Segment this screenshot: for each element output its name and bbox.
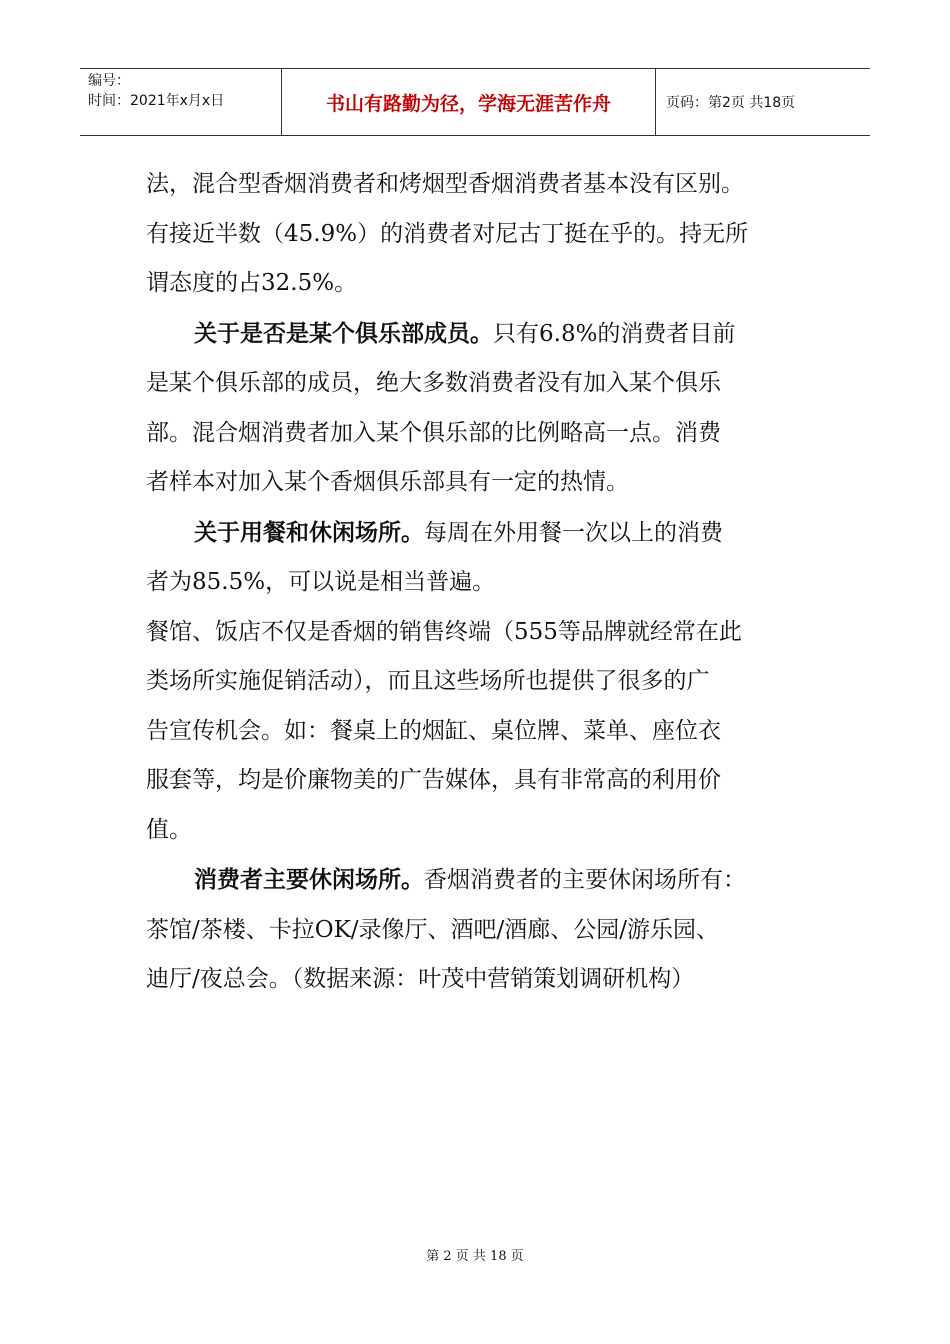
- header-page-label: 页码：第2页 共18页: [666, 95, 796, 111]
- time-label: 时间：2021年x月x日: [88, 93, 225, 109]
- header-meta: [80, 69, 282, 135]
- paragraph-line: 谓态度的占32.5%。: [146, 270, 358, 296]
- header-motto: 书山有路勤为径，学海无涯苦作舟: [282, 69, 656, 135]
- section-heading: 关于用餐和休闲场所。: [194, 518, 424, 546]
- paragraph-line: 告宣传机会。如：餐桌上的烟缸、桌位牌、菜单、座位衣: [146, 717, 721, 744]
- paragraph-line: [146, 508, 811, 559]
- page-footer: 第 2 页 共 18 页: [426, 1249, 524, 1264]
- paragraph-line: 迪厅/夜总会。（数据来源：叶茂中营销策划调研机构）: [146, 966, 695, 992]
- paragraph-line: 餐馆、饭店不仅是香烟的销售终端（555等品牌就经常在此: [146, 618, 742, 645]
- paragraph-text: 只有6.8%的消费者目前: [493, 320, 736, 347]
- paragraph-line: 有接近半数（45.9%）的消费者对尼古丁挺在乎的。持无所: [146, 220, 749, 247]
- paragraph-line: [146, 855, 811, 906]
- section-heading: 关于是否是某个俱乐部成员。: [194, 319, 493, 347]
- section-heading: 消费者主要休闲场所。: [194, 866, 424, 893]
- paragraph-line: 类场所实施促销活动），而且这些场所也提供了很多的广: [146, 668, 710, 694]
- page-header: [80, 68, 870, 136]
- paragraph-line: 法，混合型香烟消费者和烤烟型香烟消费者基本没有区别。: [146, 171, 744, 197]
- paragraph-text: 每周在外用餐一次以上的消费: [424, 519, 723, 546]
- paragraph-line: 值。: [146, 816, 192, 843]
- paragraph-line: 者为85.5%，可以说是相当普遍。: [146, 569, 496, 595]
- paragraph-line: 部。混合烟消费者加入某个俱乐部的比例略高一点。消费: [146, 419, 721, 446]
- document-body: [146, 160, 811, 1005]
- paragraph-line: 茶馆/茶楼、卡拉OK/录像厅、酒吧/酒廊、公园/游乐园、: [146, 916, 720, 943]
- paragraph-text: 香烟消费者的主要休闲场所有：: [424, 867, 746, 893]
- paragraph-line: [146, 309, 811, 360]
- paragraph-line: 服套等，均是价廉物美的广告媒体，具有非常高的利用价: [146, 767, 721, 793]
- number-label: 编号：: [88, 73, 130, 89]
- paragraph-line: 是某个俱乐部的成员，绝大多数消费者没有加入某个俱乐: [146, 370, 721, 396]
- paragraph-line: 者样本对加入某个香烟俱乐部具有一定的热情。: [146, 469, 629, 495]
